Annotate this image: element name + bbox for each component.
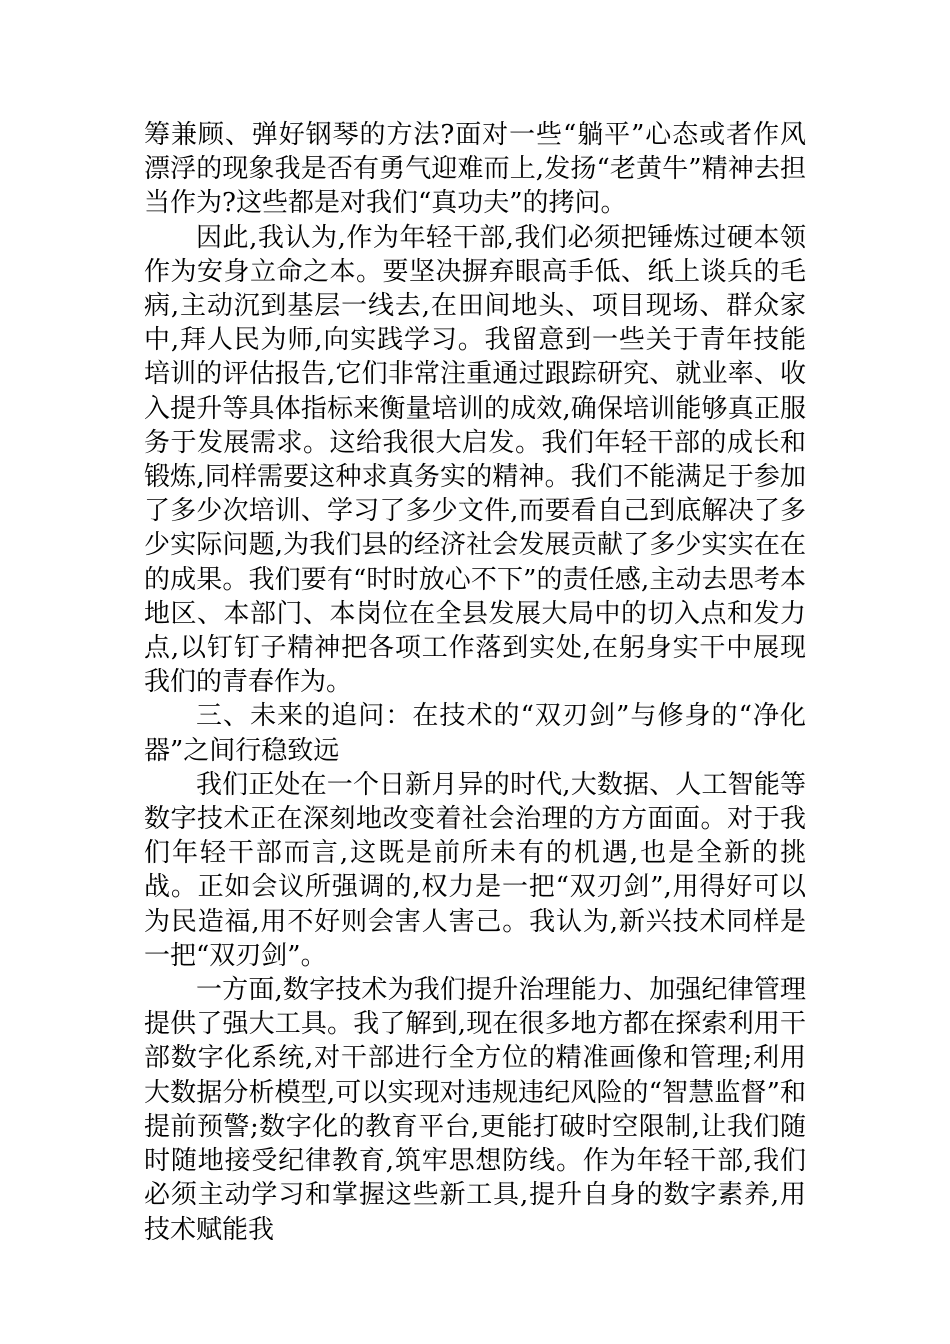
paragraph-continuation: 筹兼顾、弹好钢琴的方法?面对一些“躺平”心态或者作风漂浮的现象我是否有勇气迎难而上,发扬“老黄牛”精神去担当作为?这些都是对我们“真功夫”的拷问。 bbox=[144, 120, 806, 219]
paragraph-digital-tools: 一方面,数字技术为我们提升治理能力、加强纪律管理提供了强大工具。我了解到,现在很多地方都在探索利用干部数字化系统,对干部进行全方位的精准画像和管理;利用大数据分析模型,可以实现对违规违纪风险的“智慧监督”和提前预警;数字化的教育平台,更能打破时空限制,让我们随时随地接受纪律教育,筑牢思想防线。作为年轻干部,我们必须主动学习和掌握这些新工具,提升自身的数字素养,用技术赋能我 bbox=[144, 975, 806, 1245]
document-body bbox=[144, 118, 806, 1247]
paragraph-skills: 因此,我认为,作为年轻干部,我们必须把锤炼过硬本领作为安身立命之本。要坚决摒弃眼高手低、纸上谈兵的毛病,主动沉到基层一线去,在田间地头、项目现场、群众家中,拜人民为师,向实践学习。我留意到一些关于青年技能培训的评估报告,它们非常注重通过跟踪研究、就业率、收入提升等具体指标来衡量培训的成效,确保培训能够真正服务于发展需求。这给我很大启发。我们年轻干部的成长和锻炼,同样需要这种求真务实的精神。我们不能满足于参加了多少次培训、学习了多少文件,而要看自己到底解决了多少实际问题,为我们县的经济社会发展贡献了多少实实在在的成果。我们要有“时时放心不下”的责任感,主动去思考本地区、本部门、本岗位在全县发展大局中的切入点和发力点,以钉钉子精神把各项工作落到实处,在躬身实干中展现我们的青春作为。 bbox=[144, 222, 806, 698]
section-heading-3: 三、未来的追问：在技术的“双刃剑”与修身的“净化器”之间行稳致远 bbox=[144, 701, 806, 766]
paragraph-digital-era: 我们正处在一个日新月异的时代,大数据、人工智能等数字技术正在深刻地改变着社会治理的方方面面。对于我们年轻干部而言,这既是前所未有的机遇,也是全新的挑战。正如会议所强调的,权力是一把“双刃剑”,用得好可以为民造福,用不好则会害人害己。我认为,新兴技术同样是一把“双刃剑”。 bbox=[144, 769, 806, 971]
